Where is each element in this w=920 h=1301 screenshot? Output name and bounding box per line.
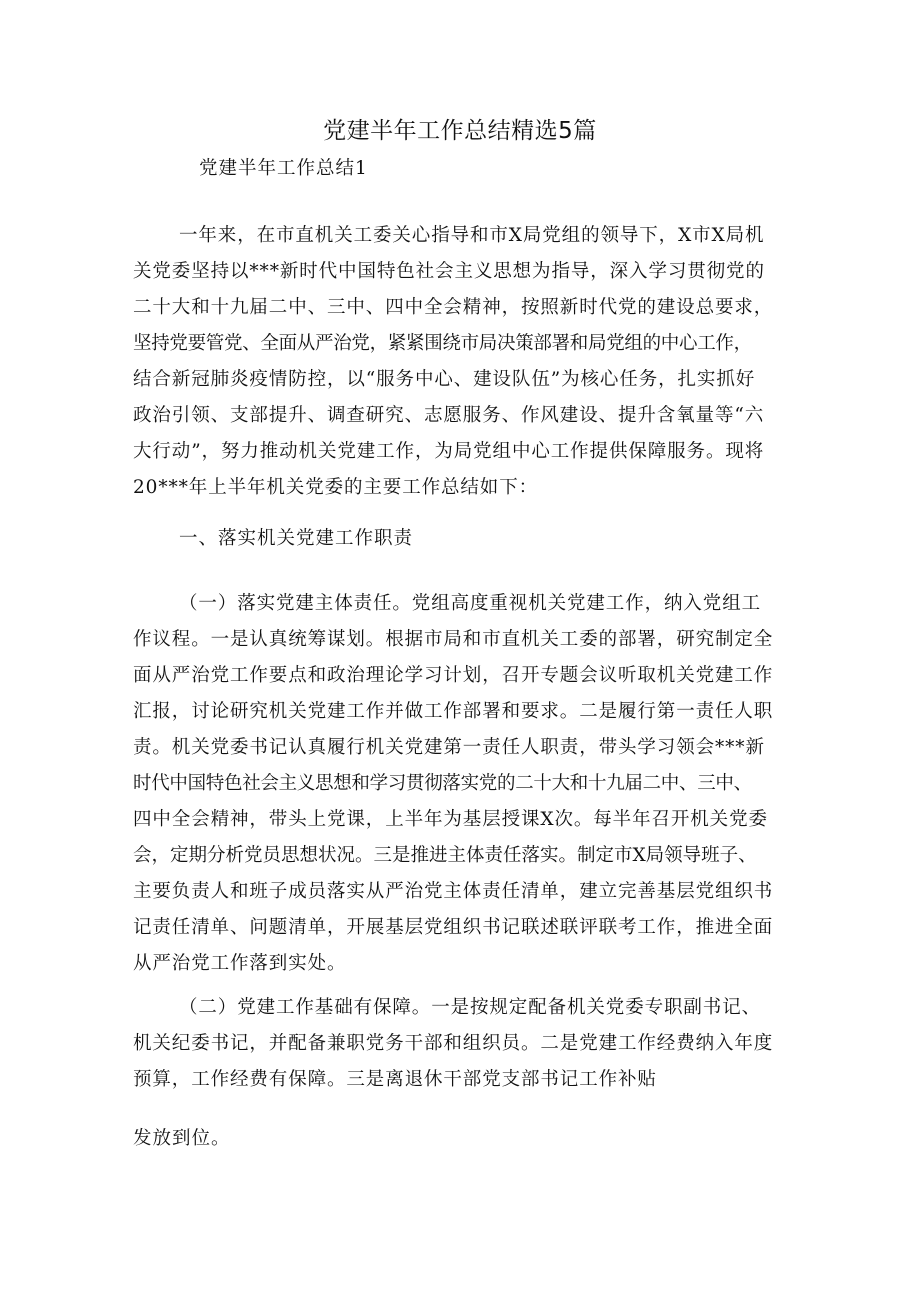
item1-paragraph	[133, 586, 803, 982]
paragraph-line: 汇报，讨论研究机关党建工作并做工作部署和要求。二是履行第一责任人职	[133, 701, 774, 722]
intro-paragraph	[133, 218, 803, 506]
paragraph-line: （二）党建工作基础有保障。一是按规定配备机关党委专职副书记、	[179, 997, 762, 1018]
document-title: 党建半年工作总结精选5篇	[323, 118, 597, 144]
paragraph-line: 四中全会精神，带头上党课，上半年为基层授课X次。每半年召开机关党委	[133, 809, 768, 830]
paragraph-line: 二十大和十九届二中、三中、四中全会精神，按照新时代党的建设总要求，	[133, 297, 774, 318]
paragraph-line: 面从严治党工作要点和政治理论学习计划，召开专题会议听取机关党建工作	[133, 665, 774, 686]
paragraph-line: 主要负责人和班子成员落实从严治党主体责任清单，建立完善基层党组织书	[133, 881, 774, 902]
paragraph-line: 预算，工作经费有保障。三是离退休干部党支部书记工作补贴	[133, 1069, 657, 1090]
paragraph-line: 记责任清单、问题清单，开展基层党组织书记联述联评联考工作，推进全面	[133, 917, 774, 938]
paragraph-line: 从严治党工作落到实处。	[133, 953, 347, 974]
paragraph-line: 责。机关党委书记认真履行机关党建第一责任人职责，带头学习领会***新	[133, 737, 765, 758]
paragraph-line: 时代中国特色社会主义思想和学习贯彻落实党的二十大和十九届二中、三中、	[133, 773, 752, 794]
paragraph-line: 作议程。一是认真统筹谋划。根据市局和市直机关工委的部署，研究制定全	[133, 629, 774, 650]
paragraph-line: 结合新冠肺炎疫情防控，以“服务中心、建设队伍”为核心任务，扎实抓好	[133, 369, 756, 390]
document-subtitle: 党建半年工作总结1	[199, 158, 368, 179]
paragraph-line: 关党委坚持以***新时代中国特色社会主义思想为指导，深入学习贯彻党的	[133, 261, 765, 282]
trailing-line: 发放到位。	[133, 1128, 231, 1149]
paragraph-line: 政治引领、支部提升、调查研究、志愿服务、作风建设、提升含氧量等“六	[133, 405, 765, 426]
paragraph-line: 大行动”，努力推动机关党建工作，为局党组中心工作提供保障服务。现将	[133, 441, 765, 462]
paragraph-line: （一）落实党建主体责任。党组高度重视机关党建工作，纳入党组工	[179, 593, 762, 614]
paragraph-line: 20***年上半年机关党委的主要工作总结如下：	[133, 477, 538, 498]
paragraph-line: 机关纪委书记，并配备兼职党务干部和组织员。二是党建工作经费纳入年度	[133, 1033, 774, 1054]
item2-paragraph	[133, 990, 803, 1098]
paragraph-line: 坚持党要管党、全面从严治党，紧紧围绕市局决策部署和局党组的中心工作，	[133, 333, 752, 354]
paragraph-line: 一年来，在市直机关工委关心指导和市X局党组的领导下，X市X局机	[179, 225, 765, 246]
paragraph-line: 会，定期分析党员思想状况。三是推进主体责任落实。制定市X局领导班子、	[133, 845, 757, 866]
section-heading: 一、落实机关党建工作职责	[179, 528, 414, 549]
